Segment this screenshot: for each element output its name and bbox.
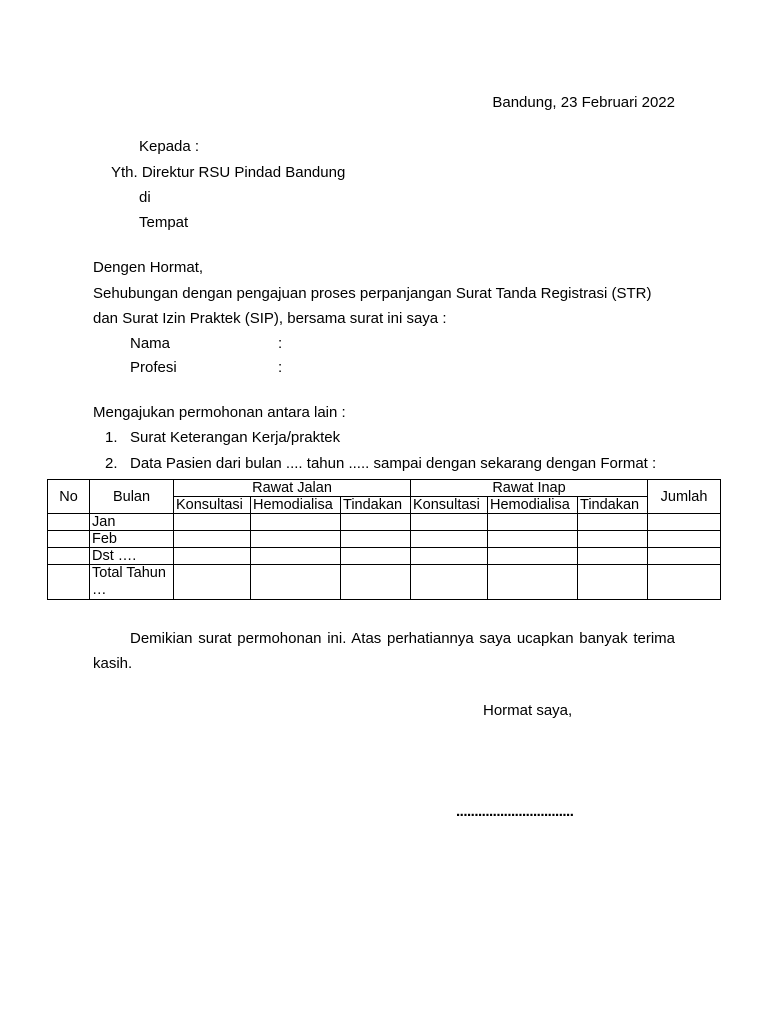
header-bulan: Bulan: [90, 480, 174, 514]
header-jumlah: Jumlah: [648, 480, 721, 514]
intro-line-2: dan Surat Izin Praktek (SIP), bersama surat ini saya :: [93, 310, 447, 327]
table-header-row: [48, 480, 721, 497]
subheader-tindakan: Tindakan: [341, 497, 411, 514]
cell: [488, 565, 578, 600]
cell-no: [48, 531, 90, 548]
salutation: Dengen Hormat,: [93, 259, 204, 276]
cell: [174, 531, 251, 548]
cell: [341, 514, 411, 531]
request-item: Data Pasien dari bulan .... tahun ..... sampai dengan sekarang dengan Format :: [130, 455, 657, 472]
cell-no: [48, 565, 90, 600]
closing-paragraph: [93, 626, 675, 676]
cell-bulan: Feb: [90, 531, 174, 548]
field-label-profesi: Profesi: [130, 359, 177, 376]
cell: [488, 548, 578, 565]
cell-bulan: Dst ….: [90, 548, 174, 565]
header-rawat-jalan: Rawat Jalan: [174, 480, 411, 497]
table-row: [48, 514, 721, 531]
cell: [174, 548, 251, 565]
request-intro: Mengajukan permohonan antara lain :: [93, 404, 346, 421]
cell-jumlah: [648, 531, 721, 548]
field-colon-nama: :: [278, 335, 283, 352]
request-number: 2.: [105, 455, 118, 472]
recipient: Yth. Direktur RSU Pindad Bandung: [111, 164, 346, 181]
cell: [411, 531, 488, 548]
cell: [174, 565, 251, 600]
cell-jumlah: [648, 548, 721, 565]
patient-data-table: [47, 479, 721, 600]
cell: [578, 548, 648, 565]
request-number: 1.: [105, 429, 118, 446]
cell: [251, 565, 341, 600]
header-rawat-inap: Rawat Inap: [411, 480, 648, 497]
tempat-label: Tempat: [139, 214, 189, 231]
cell: [488, 531, 578, 548]
cell: [578, 514, 648, 531]
subheader-hemodialisa: Hemodialisa: [488, 497, 578, 514]
intro-line-1: Sehubungan dengan pengajuan proses perpanjangan Surat Tanda Registrasi (STR): [93, 285, 652, 302]
subheader-konsultasi: Konsultasi: [411, 497, 488, 514]
field-colon-profesi: :: [278, 359, 283, 376]
cell-bulan: Jan: [90, 514, 174, 531]
cell: [578, 531, 648, 548]
cell: [578, 565, 648, 600]
field-label-nama: Nama: [130, 335, 171, 352]
cell-bulan: Total Tahun …: [90, 565, 174, 600]
signature-line: ................................: [456, 803, 574, 820]
table-row: [48, 565, 721, 600]
letter-date: Bandung, 23 Februari 2022: [492, 94, 675, 111]
closing-text: Demikian surat permohonan ini. Atas perhatiannya saya ucapkan banyak terima kasih.: [93, 630, 675, 672]
cell: [411, 514, 488, 531]
regards: Hormat saya,: [483, 702, 573, 719]
cell: [411, 548, 488, 565]
subheader-tindakan: Tindakan: [578, 497, 648, 514]
cell: [251, 514, 341, 531]
cell-jumlah: [648, 565, 721, 600]
di-label: di: [139, 189, 151, 206]
table-row: [48, 548, 721, 565]
cell: [341, 531, 411, 548]
cell-no: [48, 514, 90, 531]
cell: [251, 531, 341, 548]
table-row: [48, 531, 721, 548]
subheader-konsultasi: Konsultasi: [174, 497, 251, 514]
cell: [174, 514, 251, 531]
header-no: No: [48, 480, 90, 514]
cell: [341, 548, 411, 565]
cell: [251, 548, 341, 565]
cell: [411, 565, 488, 600]
cell-jumlah: [648, 514, 721, 531]
cell: [341, 565, 411, 600]
subheader-hemodialisa: Hemodialisa: [251, 497, 341, 514]
request-item: Surat Keterangan Kerja/praktek: [130, 429, 341, 446]
kepada-label: Kepada :: [139, 138, 200, 155]
cell: [488, 514, 578, 531]
cell-no: [48, 548, 90, 565]
